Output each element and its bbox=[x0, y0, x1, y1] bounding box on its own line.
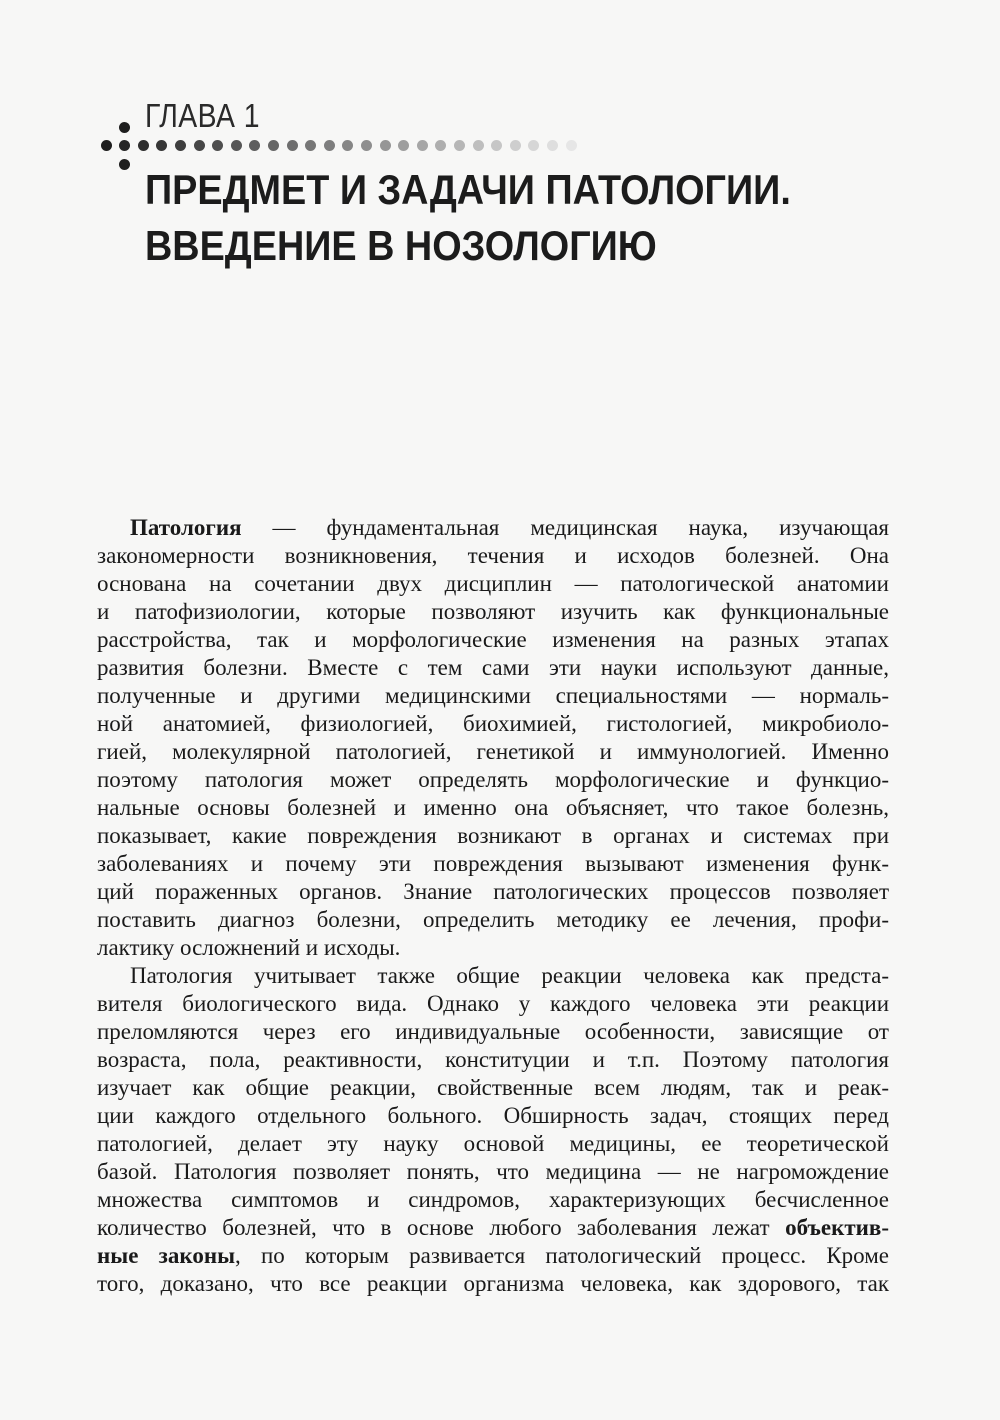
ornament-dot bbox=[175, 140, 186, 151]
text-line: ций пораженных органов. Знание патологических процессов позволяет bbox=[97, 879, 889, 904]
text-fragment: , по которым развивается патологический процесс. Кроме bbox=[235, 1243, 889, 1268]
ornament-dot bbox=[361, 140, 372, 151]
text-line: ной анатомией, физиологией, биохимией, гистологией, микробиоло- bbox=[97, 711, 889, 736]
text-line: закономерности возникновения, течения и исходов болезней. Она bbox=[97, 543, 889, 568]
ornament-dot bbox=[454, 140, 465, 151]
text-line: и патофизиологии, которые позволяют изучить как функциональные bbox=[97, 599, 889, 624]
text-line: основана на сочетании двух дисциплин — патологической анатомии bbox=[97, 571, 889, 596]
text-line: изучает как общие реакции, свойственные всем людям, так и реак- bbox=[97, 1075, 889, 1100]
text-line: заболеваниях и почему эти повреждения вызывают изменения функ- bbox=[97, 851, 889, 876]
text-line: того, доказано, что все реакции организма человека, как здорового, так bbox=[97, 1271, 889, 1296]
bold-term: Патология bbox=[130, 515, 242, 540]
ornament-dot bbox=[491, 140, 502, 151]
ornament-dot bbox=[231, 140, 242, 151]
text-line: гией, молекулярной патологией, генетикой и иммунологией. Именно bbox=[97, 739, 889, 764]
ornament-dot bbox=[380, 140, 391, 151]
ornament-dot bbox=[305, 140, 316, 151]
body-text bbox=[97, 514, 889, 1298]
ornament-dot bbox=[473, 140, 484, 151]
text-line: лактику осложнений и исходы. bbox=[97, 935, 401, 960]
text-line: преломляются через его индивидуальные особенности, зависящие от bbox=[97, 1019, 889, 1044]
chapter-title bbox=[145, 162, 829, 274]
ornament-dot bbox=[566, 140, 577, 151]
chapter-title-line: ВВЕДЕНИЕ В НОЗОЛОГИЮ bbox=[145, 222, 657, 269]
text-line: патологией, делает эту науку основой медицины, ее теоретической bbox=[97, 1131, 889, 1156]
ornament-dot bbox=[249, 140, 260, 151]
text-line: развития болезни. Вместе с тем сами эти науки используют данные, bbox=[97, 655, 889, 680]
ornament-dot bbox=[417, 140, 428, 151]
chapter-label: ГЛАВА 1 bbox=[145, 97, 260, 134]
chapter-title-line: ПРЕДМЕТ И ЗАДАЧИ ПАТОЛОГИИ. bbox=[145, 166, 791, 213]
text-line: множества симптомов и синдромов, характеризующих бесчисленное bbox=[97, 1187, 889, 1212]
text-line: возраста, пола, реактивности, конституции и т.п. Поэтому патология bbox=[97, 1047, 889, 1072]
ornament-dot bbox=[435, 140, 446, 151]
ornament-dot bbox=[138, 140, 149, 151]
text-line: поэтому патология может определять морфологические и функцио- bbox=[97, 767, 889, 792]
bold-term: ные законы bbox=[97, 1243, 236, 1268]
ornament-dot bbox=[268, 140, 279, 151]
text-line: Патология учитывает также общие реакции человека как предста- bbox=[130, 963, 889, 988]
ornament-dot bbox=[156, 140, 167, 151]
ornament-dot bbox=[324, 140, 335, 151]
ornament-dot bbox=[287, 140, 298, 151]
text-line bbox=[97, 514, 889, 542]
ornament-dot bbox=[119, 159, 130, 170]
ornament-dot bbox=[510, 140, 521, 151]
text-fragment: количество болезней, что в основе любого заболевания лежат bbox=[97, 1215, 786, 1240]
ornament-dot bbox=[398, 140, 409, 151]
ornament-dot bbox=[194, 140, 205, 151]
ornament-dot bbox=[101, 140, 112, 151]
text-line: базой. Патология позволяет понять, что медицина — не нагромождение bbox=[97, 1159, 889, 1184]
text-line: ции каждого отдельного больного. Обширность задач, стоящих перед bbox=[97, 1103, 889, 1128]
text-line: поставить диагноз болезни, определить методику ее лечения, профи- bbox=[97, 907, 889, 932]
text-line: вителя биологического вида. Однако у каждого человека эти реакции bbox=[97, 991, 889, 1016]
ornament-dot bbox=[528, 140, 539, 151]
text-line: полученные и другими медицинскими специальностями — нормаль- bbox=[97, 683, 889, 708]
ornament-dot bbox=[547, 140, 558, 151]
text-line: показывает, какие повреждения возникают в органах и системах при bbox=[97, 823, 889, 848]
ornament-dot bbox=[212, 140, 223, 151]
text-fragment: — фундаментальная медицинская наука, изучающая bbox=[241, 515, 889, 540]
text-line bbox=[97, 1214, 889, 1242]
text-line: расстройства, так и морфологические изменения на разных этапах bbox=[97, 627, 889, 652]
paragraph bbox=[97, 962, 889, 1298]
ornament-dot bbox=[119, 140, 130, 151]
ornament-dot bbox=[119, 122, 130, 133]
bold-term: объектив- bbox=[785, 1215, 889, 1240]
text-line bbox=[97, 1242, 889, 1270]
text-line: нальные основы болезней и именно она объясняет, что такое болезнь, bbox=[97, 795, 889, 820]
paragraph bbox=[97, 514, 889, 962]
ornament-dot bbox=[342, 140, 353, 151]
